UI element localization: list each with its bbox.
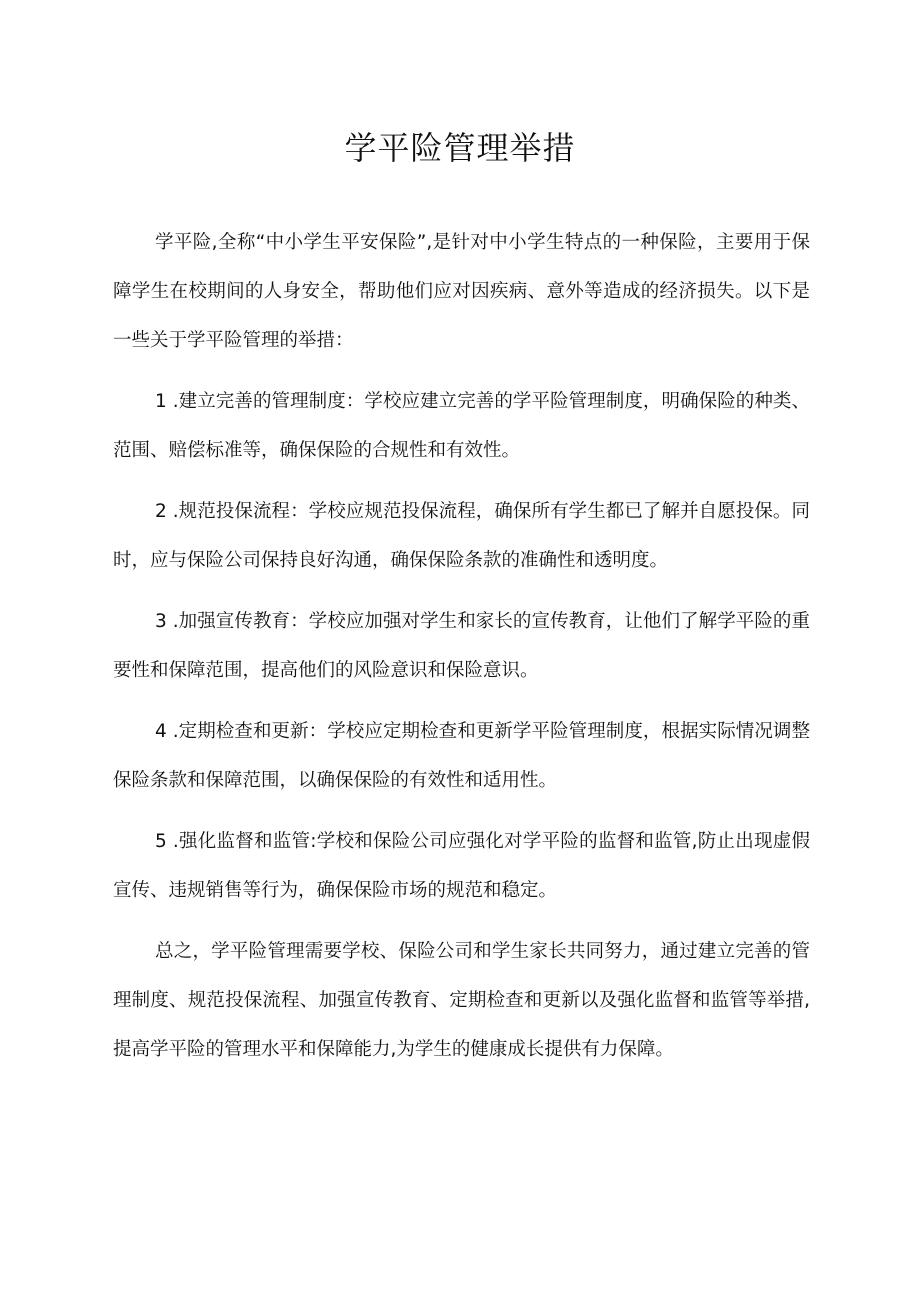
document-body xyxy=(113,218,810,1086)
page-title: 学平险管理举措 xyxy=(344,129,576,167)
measure-2-paragraph: 2 .规范投保流程：学校应规范投保流程，确保所有学生都已了解并自愿投保。同时，应与保险公司保持良好沟通，确保保险条款的准确性和透明度。 xyxy=(113,501,810,571)
measure-1-paragraph: 1 .建立完善的管理制度：学校应建立完善的学平险管理制度，明确保险的种类、范围、赔偿标准等，确保保险的合规性和有效性。 xyxy=(113,391,810,461)
measure-5-paragraph: 5 .强化监督和监管:学校和保险公司应强化对学平险的监督和监管,防止出现虚假宣传、违规销售等行为，确保保险市场的规范和稳定。 xyxy=(113,831,810,901)
measure-4-paragraph: 4 .定期检查和更新：学校应定期检查和更新学平险管理制度，根据实际情况调整保险条款和保障范围，以确保保险的有效性和适用性。 xyxy=(113,721,810,791)
measure-3-paragraph: 3 .加强宣传教育：学校应加强对学生和家长的宣传教育，让他们了解学平险的重要性和保障范围，提高他们的风险意识和保险意识。 xyxy=(113,611,810,681)
conclusion-paragraph: 总之，学平险管理需要学校、保险公司和学生家长共同努力，通过建立完善的管理制度、规范投保流程、加强宣传教育、定期检查和更新以及强化监督和监管等举措,提高学平险的管理水平和保障能力,为学生的健康成长提供有力保障。 xyxy=(113,941,810,1060)
intro-paragraph: 学平险,全称“中小学生平安保险”,是针对中小学生特点的一种保险，主要用于保障学生在校期间的人身安全，帮助他们应对因疾病、意外等造成的经济损失。以下是一些关于学平险管理的举措： xyxy=(113,232,810,351)
